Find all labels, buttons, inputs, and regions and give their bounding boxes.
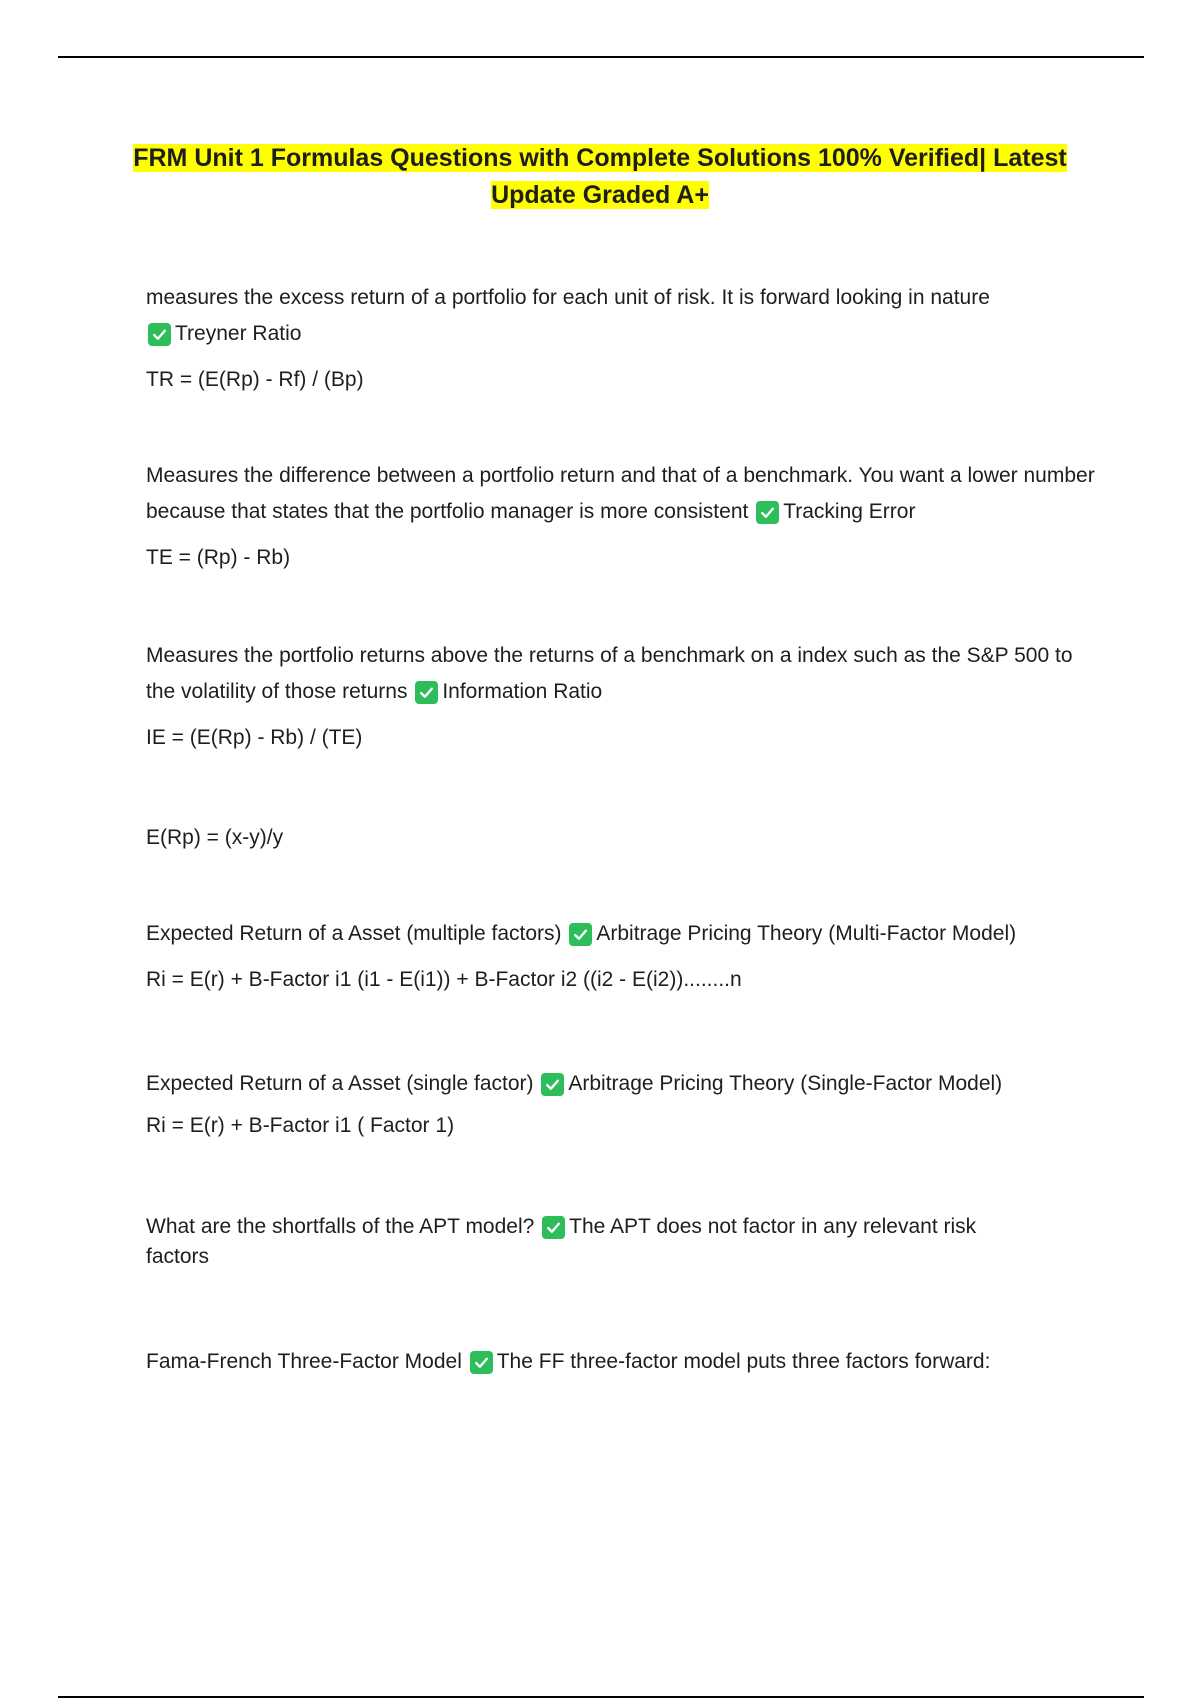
check-mark-icon	[542, 1216, 565, 1239]
question-text	[146, 458, 1096, 530]
qa-item-expected-return-formula	[146, 824, 1096, 852]
check-mark-icon	[569, 923, 592, 946]
formula-text: E(Rp) = (x-y)/y	[146, 826, 284, 849]
formula-text: Ri = E(r) + B-Factor i1 ( Factor 1)	[146, 1114, 455, 1137]
formula-text: Ri = E(r) + B-Factor i1 (i1 - E(i1)) + B-Factor i2 ((i2 - E(i2))........n	[146, 968, 742, 991]
formula-text: TE = (Rp) - Rb)	[146, 546, 291, 569]
question-prompt: What are the shortfalls of the APT model?	[146, 1215, 535, 1238]
qa-item-fama-french	[146, 1344, 1096, 1380]
check-mark-icon	[541, 1073, 564, 1096]
formula-text: TR = (E(Rp) - Rf) / (Bp)	[146, 368, 364, 391]
answer-text: Arbitrage Pricing Theory (Single-Factor Model)	[568, 1072, 1003, 1095]
qa-item-apt-multi-factor	[146, 916, 1096, 994]
document-title	[100, 140, 1100, 214]
qa-item-apt-single-factor	[146, 1066, 1096, 1140]
qa-item-apt-shortfalls	[146, 1212, 1096, 1272]
question-prompt: measures the excess return of a portfolio for each unit of risk. It is forward looking in nature	[146, 286, 990, 309]
answer-text: The FF three-factor model puts three factors forward:	[496, 1350, 991, 1373]
question-text	[146, 916, 1096, 952]
check-mark-icon	[470, 1351, 493, 1374]
question-prompt: Fama-French Three-Factor Model	[146, 1350, 462, 1373]
answer-text: Tracking Error	[783, 500, 916, 523]
question-prompt: Expected Return of a Asset (multiple factors)	[146, 922, 562, 945]
question-prompt: Measures the difference between a portfolio return and that of a benchmark. You want a lower number because that states that the portfolio manager is more consistent	[146, 464, 1095, 523]
check-mark-icon	[148, 323, 171, 346]
question-text	[146, 1212, 1026, 1272]
answer-text: Treyner Ratio	[175, 322, 302, 345]
title-line-2: Update Graded A+	[491, 181, 709, 209]
question-text	[146, 1066, 1096, 1102]
footer-rule	[58, 1696, 1144, 1698]
check-mark-icon	[415, 681, 438, 704]
question-prompt: Expected Return of a Asset (single factor)	[146, 1072, 534, 1095]
check-mark-icon	[756, 501, 779, 524]
header-rule	[58, 56, 1144, 58]
title-line-1: FRM Unit 1 Formulas Questions with Complete Solutions 100% Verified| Latest	[133, 144, 1067, 172]
question-prompt: Measures the portfolio returns above the returns of a benchmark on a index such as the S&P 500 to the volatility of those returns	[146, 644, 1073, 703]
question-text	[146, 1344, 1096, 1380]
formula-text: IE = (E(Rp) - Rb) / (TE)	[146, 726, 363, 749]
answer-text: Arbitrage Pricing Theory (Multi-Factor Model)	[596, 922, 1017, 945]
answer-text: The APT does not factor in any relevant risk factors	[146, 1215, 977, 1268]
answer-text: Information Ratio	[442, 680, 603, 703]
qa-item-treyner	[146, 280, 1096, 394]
question-text	[146, 280, 1096, 352]
qa-item-tracking-error	[146, 458, 1096, 572]
question-text	[146, 638, 1096, 710]
qa-item-information-ratio	[146, 638, 1096, 752]
